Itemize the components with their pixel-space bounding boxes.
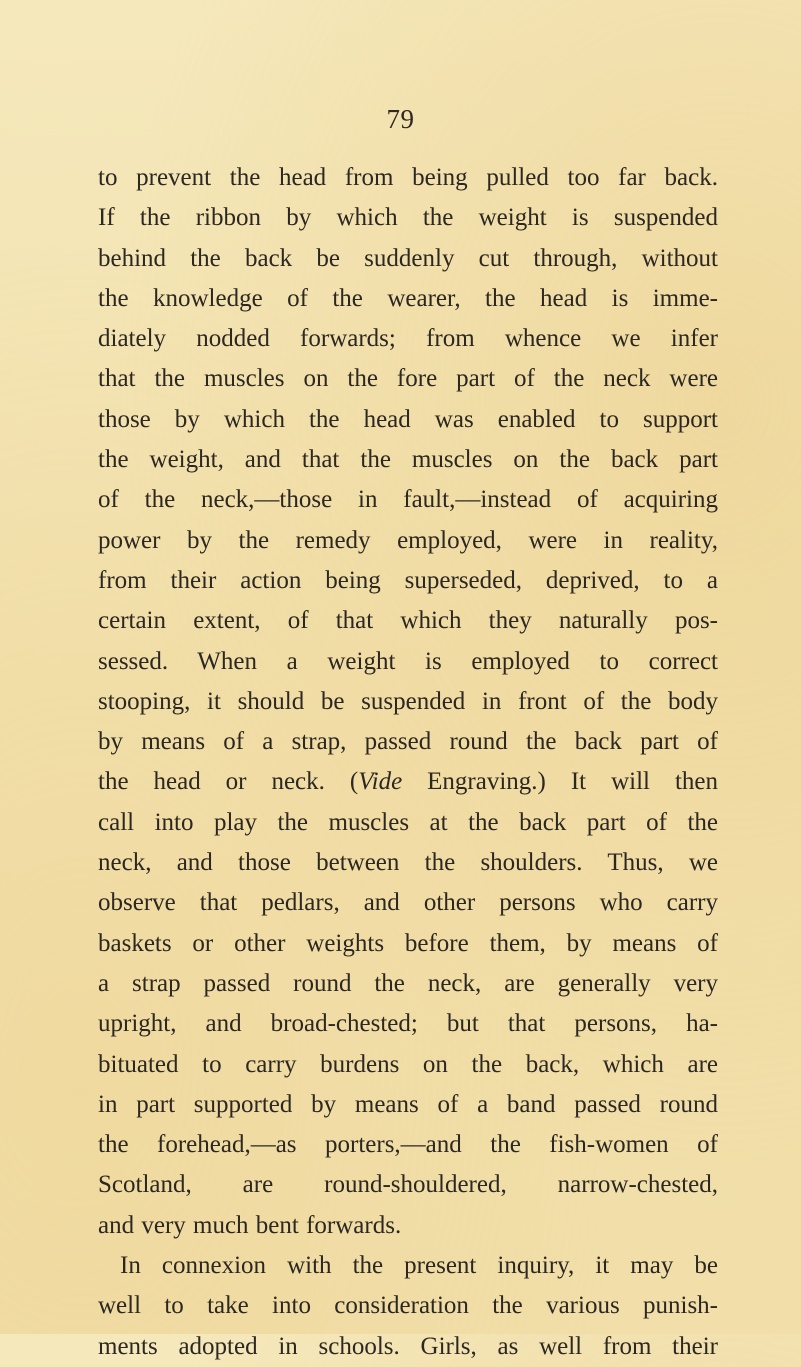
text-line: behind the back be suddenly cut through, without	[98, 244, 718, 272]
text-line: upright, and broad-chested; but that persons, ha-	[98, 1010, 718, 1038]
text-fragment: Engraving.)	[427, 768, 546, 796]
text-line: a strap passed round the neck, are generally very	[98, 969, 718, 997]
text-line: of the neck,—those in fault,—instead of acquiring	[98, 486, 718, 514]
text-line: the knowledge of the wearer, the head is imme-	[98, 284, 718, 312]
text-line: Scotland, are round-shouldered, narrow-chested,	[98, 1171, 718, 1199]
text-line: from their action being superseded, deprived, to a	[98, 566, 718, 594]
text-line: stooping, it should be suspended in front of the body	[98, 687, 718, 715]
text-line: power by the remedy employed, were in reality,	[98, 526, 718, 554]
text-line: the forehead,—as porters,—and the fish-women of	[98, 1131, 718, 1159]
text-line: those by which the head was enabled to support	[98, 405, 718, 433]
text-line-with-italic	[98, 762, 718, 802]
text-line: well to take into consideration the various punish-	[98, 1292, 718, 1320]
italic-vide: Vide	[358, 768, 403, 796]
text-line: the weight, and that the muscles on the back part	[98, 446, 718, 474]
text-line: by means of a strap, passed round the back part of	[98, 728, 718, 756]
text-line: observe that pedlars, and other persons who carry	[98, 889, 718, 917]
body-text	[98, 158, 718, 1367]
text-line: sessed. When a weight is employed to correct	[98, 647, 718, 675]
text-line: in part supported by means of a band passed round	[98, 1090, 718, 1118]
text-line: baskets or other weights before them, by means of	[98, 929, 718, 957]
text-line: that the muscles on the fore part of the neck were	[98, 365, 718, 393]
text-line: In connexion with the present inquiry, it may be	[120, 1252, 718, 1280]
text-line: ments adopted in schools. Girls, as well from their	[98, 1332, 718, 1360]
text-line: and very much bent forwards.	[98, 1211, 402, 1239]
text-line: neck, and those between the shoulders. Thus, we	[98, 849, 718, 877]
text-line: diately nodded forwards; from whence we infer	[98, 325, 718, 353]
paren-open: (	[349, 768, 359, 796]
text-line: to prevent the head from being pulled too far back.	[98, 164, 718, 191]
text-line: If the ribbon by which the weight is suspended	[98, 204, 718, 232]
text-line: certain extent, of that which they naturally pos-	[98, 607, 718, 635]
page-number: 79	[386, 104, 415, 134]
text-line: bituated to carry burdens on the back, which are	[98, 1050, 718, 1078]
text-fragment: It will then	[570, 768, 718, 796]
text-line: call into play the muscles at the back part of the	[98, 808, 718, 836]
text-fragment: the head or neck.	[98, 768, 325, 796]
